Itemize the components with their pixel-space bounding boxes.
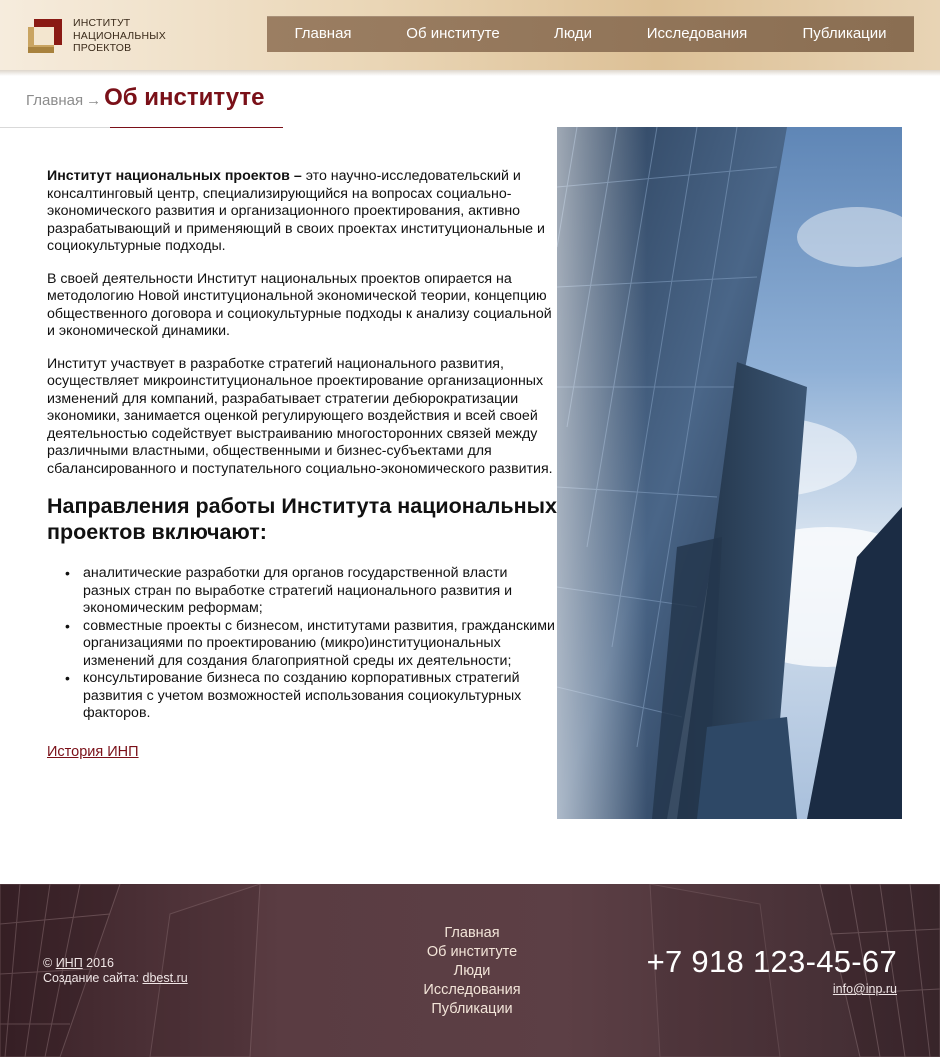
nav-item-research[interactable]: Исследования [646,25,748,42]
breadcrumb-divider [0,127,110,128]
copyright-link[interactable]: ИНП [55,956,83,970]
directions-heading: Направления работы Института национальных проектов включают: [47,494,557,544]
nav-item-publications[interactable]: Публикации [802,25,887,42]
logo-text [73,17,166,55]
credit-label: Создание сайта: [43,971,143,985]
list-item: • аналитические разработки для органов государственной власти разных стран по выработке стратегий национального развития и экономическим реформам; [65,565,557,618]
copyright-symbol: © [43,956,56,970]
directions-list [65,565,557,723]
copyright-year: 2016 [82,956,114,970]
breadcrumb [26,84,264,114]
paragraph-methodology: В своей деятельности Институт национальных проектов опирается на методологию Новой институциональной экономической теории, концепцию общественного договора и социокультурные подходы к анализу социальной и экономической динамики. [47,270,552,339]
logo-line-1: ИНСТИТУТ [73,17,131,30]
history-link[interactable]: История ИНП [47,743,139,760]
footer-nav-home[interactable]: Главная [444,925,500,941]
skyscraper-photo [557,127,902,819]
footer-nav-people[interactable]: Люди [453,963,491,979]
email-link[interactable]: info@inp.ru [832,982,897,996]
credit-line [43,971,188,986]
site-header [0,0,940,70]
breadcrumb-home-link[interactable]: Главная [26,92,84,109]
breadcrumb-arrow: → [86,92,102,109]
intro-text: это научно-исследовательский и консалтинговый центр, специализирующийся на вопросах социально-экономического развития и организационного проектирования, активно разрабатывающий и применяющий в своих проектах институциональные и социокультурные подходы. [47,168,545,254]
main-nav [267,16,914,52]
list-item: • консультирование бизнеса по созданию корпоративных стратегий развития с учетом возможностей использования социокультурных факторов. [65,670,557,723]
paragraph-activities: Институт участвует в разработке стратегий национального развития, осуществляет микроинституциональное проектирование организационных изменений для компаний, разрабатывает стратегии дебюрократизации экономики, занимается оценкой регулирующего воздействия и всей своей деятельностью содействует выстраиванию многосторонних связей между различными властными, общественными и бизнес-субъектами для сбалансированного и поступательного социально-экономического развития. [47,355,553,477]
intro-bold: Институт национальных проектов – [47,168,302,184]
header-shadow [0,70,940,76]
footer-nav [402,924,542,1019]
credit-link[interactable]: dbest.ru [142,971,188,985]
list-item: • совместные проекты с бизнесом, институтами развития, гражданскими организациями по проектированию (микро)институциональных изменений для создания благоприятной среды их деятельности; [65,618,557,671]
footer-copyright [43,956,188,986]
site-logo[interactable] [26,15,166,57]
logo-line-2: НАЦИОНАЛЬНЫХ [73,29,166,42]
copyright-line [43,956,188,971]
footer-nav-about[interactable]: Об институте [426,944,518,960]
footer-nav-publications[interactable]: Публикации [431,1001,513,1017]
nav-item-home[interactable]: Главная [294,25,352,42]
intro-paragraph [47,168,557,256]
page-title: Об институте [104,84,265,111]
logo-line-3: ПРОЕКТОВ [73,42,132,55]
phone-number[interactable]: +7 918 123-45-67 [646,944,897,979]
nav-item-about[interactable]: Об институте [406,25,500,42]
site-footer [0,884,940,1057]
main-content [47,168,557,761]
nav-item-people[interactable]: Люди [554,25,592,42]
logo-mark-icon [26,17,64,55]
footer-nav-research[interactable]: Исследования [423,982,521,998]
page-title-underline [110,127,283,128]
